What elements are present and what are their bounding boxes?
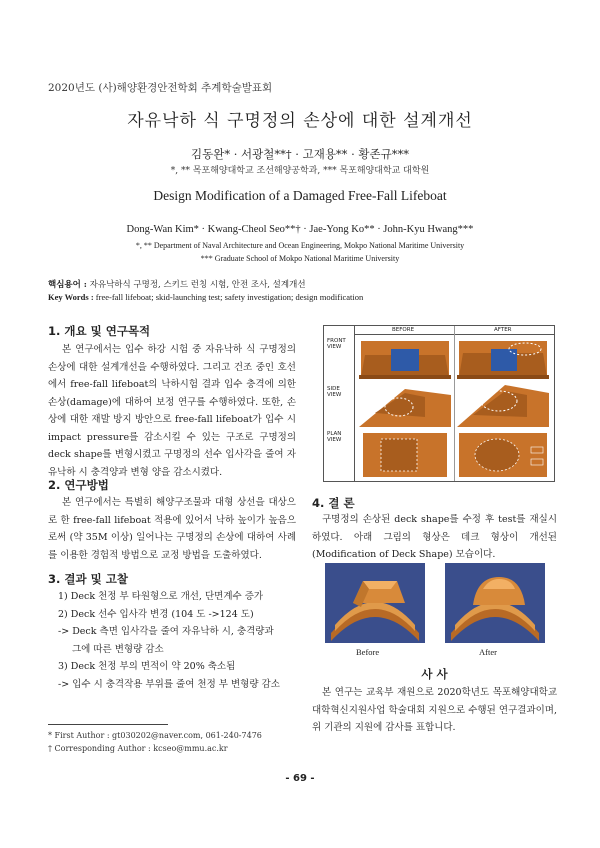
conference-header: 2020년도 (사)해양환경안전학회 추계학술발표회	[48, 82, 273, 94]
side-view-before	[359, 389, 451, 427]
figure-before-after-table	[323, 325, 555, 482]
authors-korean: 김동완* · 서광철**† · 고재용** · 황존규***	[191, 147, 409, 161]
plan-view-after	[459, 433, 547, 477]
page-number: - 69 -	[285, 773, 315, 784]
keywords-korean	[48, 278, 306, 290]
title-korean: 자유낙하 식 구명정의 손상에 대한 설계개선	[127, 111, 473, 131]
figure-col-before: BEFORE	[392, 327, 415, 333]
affiliation-korean: *, ** 목포해양대학교 조선해양공학과, *** 목포해양대학교 대학원	[170, 166, 430, 176]
acknowledgement-title: 사 사	[421, 667, 448, 681]
section-2-body: 본 연구에서는 특별히 해양구조물과 대형 상선을 대상으로 한 free-fall lifeboat 적용에 있어서 낙하 높이가 높음으로써 (약 35M 이상) 일어나는 구명정의 손상에 대하여 사례를 이용한 경험적 방법으로 교정 방법을 도출하였다.	[48, 497, 296, 561]
list-item: 그에 따른 변형량 감소	[72, 643, 164, 655]
figure-row-side: SIDE VIEW	[327, 386, 342, 398]
figure-3d-before	[325, 563, 425, 643]
list-item: 2) Deck 선수 입사각 변경 (104 도 ->124 도)	[58, 608, 254, 620]
section-2-title: 2. 연구방법	[48, 478, 109, 492]
keywords-english	[48, 292, 363, 302]
section-4-body: 구명정의 손상된 deck shape를 수정 후 test를 재실시하였다. 아래 그림의 형상은 데크 형상이 개선된 (Modification of Deck Shape) 모습이다.	[312, 514, 557, 560]
section-1-body: 본 연구에서는 입수 하강 시험 중 자유낙하 식 구명정의 손상에 대한 설계개선을 수행하였다. 그리고 건조 중인 호선에서 free-fall lifeboat의 낙하시험 결과 입수 충격에 의한 손상(damage)에 대하여 보정 연구를 수행하였다. 또한, 손상에 대한 재발 방지 방안으로 free-fall lifeboat가 입수 시 impact pressure를 감소시킬 수 있는 구조로 구명정의 deck shape를 변형시켰고 구명정의 선수 입사각을 줄여 자유낙하 시 충격양과 변형 양을 감소시켰다.	[48, 344, 296, 478]
affiliation-english-2: *** Graduate School of Mokpo National Maritime University	[200, 254, 400, 263]
section-3-list	[58, 588, 298, 693]
keywords-korean-text: 자유낙하식 구명정, 스키드 런칭 시험, 안전 조사, 설계개선	[89, 280, 306, 290]
list-item: -> 입수 시 충격작용 부위를 줄여 천정 부 변형량 감소	[58, 678, 280, 690]
section-3-title: 3. 결과 및 고찰	[48, 572, 128, 586]
section-4-title: 4. 결 론	[312, 496, 355, 510]
acknowledgement-body: 본 연구는 교육부 재원으로 2020학년도 목포해양대학교 대학혁신지원사업 학술대회 지원으로 수행된 연구결과이며, 위 기관의 지원에 감사를 표합니다.	[312, 687, 557, 733]
footnote-rule	[48, 724, 168, 725]
footnote-corresponding: † Corresponding Author : kcseo@mmu.ac.kr	[48, 744, 228, 753]
keywords-korean-label: 핵심용어 :	[48, 280, 87, 290]
figure-row-front: FRONT VIEW	[327, 338, 346, 350]
section-1-title: 1. 개요 및 연구목적	[48, 324, 151, 338]
figure-3d-after-drawing	[445, 563, 545, 643]
keywords-english-text: free-fall lifeboat; skid-launching test; safety investigation; design modification	[95, 292, 364, 302]
figure-views-drawing	[355, 335, 553, 480]
figure-label-after: After	[479, 647, 497, 657]
title-english: Design Modification of a Damaged Free-Fall Lifeboat	[153, 188, 447, 203]
keywords-english-label: Key Words :	[48, 292, 94, 302]
figure-3d-after	[445, 563, 545, 643]
front-view-after	[457, 341, 549, 379]
front-view-before	[359, 341, 451, 379]
list-item: 3) Deck 천정 부의 면적이 약 20% 축소됨	[58, 661, 236, 672]
authors-english: Dong-Wan Kim* · Kwang-Cheol Seo**† · Jae-Yong Ko** · John-Kyu Hwang***	[126, 224, 474, 235]
list-item: 1) Deck 천정 부 타원형으로 개선, 단면계수 증가	[58, 591, 264, 602]
affiliation-english-1: *, ** Department of Naval Architecture and Ocean Engineering, Mokpo National Maritime University	[135, 241, 465, 250]
figure-label-before: Before	[356, 647, 380, 657]
plan-view-before	[363, 433, 447, 477]
footnote-first-author: * First Author : gt030202@naver.com, 061-240-7476	[48, 731, 262, 740]
figure-col-after: AFTER	[494, 327, 512, 333]
figure-3d-before-drawing	[325, 563, 425, 643]
side-view-after	[457, 385, 549, 427]
figure-row-plan: PLAN VIEW	[327, 431, 342, 443]
list-item: -> Deck 측면 입사각을 줄여 자유낙하 시, 충격량과	[58, 626, 274, 637]
